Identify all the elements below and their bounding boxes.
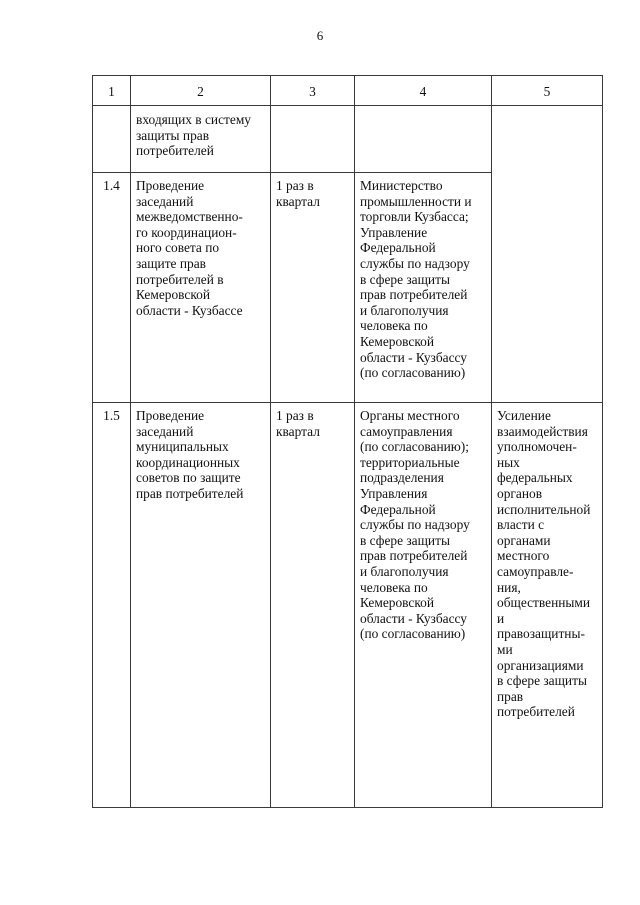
- row-number-cell: [93, 106, 131, 173]
- column-header-2: 2: [131, 76, 271, 106]
- column-header-4: 4: [355, 76, 492, 106]
- result-cell: Усиление взаимодействия уполномочен- ных федеральных органов исполнительной власти с органами местного самоуправле- ния, общественными и правозащитны- ми организациями в сфере защиты прав потребителей: [492, 403, 603, 808]
- measures-table: [92, 75, 603, 808]
- event-cell: Проведение заседаний межведомственно- го координацион- ного совета по защите прав потребителей в Кемеровской области - Кузбассе: [131, 173, 271, 403]
- event-cell: Проведение заседаний муниципальных координационных советов по защите прав потребителей: [131, 403, 271, 808]
- period-cell: [271, 106, 355, 173]
- period-cell: 1 раз в квартал: [271, 403, 355, 808]
- table-row: [93, 403, 603, 808]
- column-header-5: 5: [492, 76, 603, 106]
- event-cell: входящих в систему защиты прав потребителей: [131, 106, 271, 173]
- table-header-row: [93, 76, 603, 106]
- executor-cell: [355, 106, 492, 173]
- result-cell: [492, 106, 603, 403]
- row-number-cell: 1.4: [93, 173, 131, 403]
- executor-cell: Органы местного самоуправления (по согласованию); территориальные подразделения Управления Федеральной службы по надзору в сфере защиты прав потребителей и благополучия человека по Кемеровской области - Кузбассу (по согласованию): [355, 403, 492, 808]
- column-header-3: 3: [271, 76, 355, 106]
- executor-cell: Министерство промышленности и торговли Кузбасса; Управление Федеральной службы по надзору в сфере защиты прав потребителей и благополучия человека по Кемеровской области - Кузбассу (по согласованию): [355, 173, 492, 403]
- row-number-cell: 1.5: [93, 403, 131, 808]
- page-number: 6: [316, 28, 324, 43]
- column-header-1: 1: [93, 76, 131, 106]
- period-cell: 1 раз в квартал: [271, 173, 355, 403]
- table-row: [93, 106, 603, 173]
